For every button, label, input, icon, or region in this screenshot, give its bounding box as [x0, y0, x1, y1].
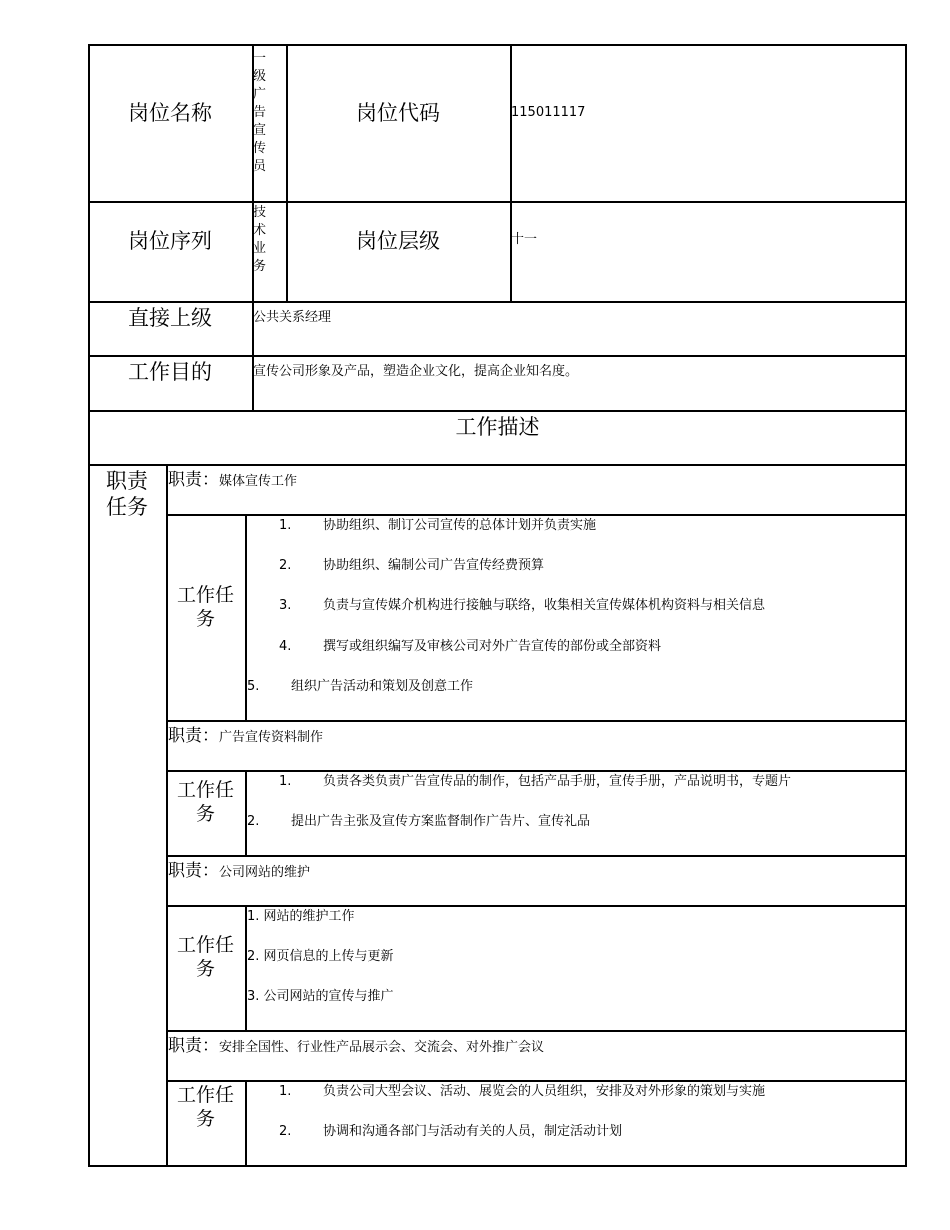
task-text: 网站的维护工作 — [263, 909, 355, 924]
task-label — [166, 1083, 245, 1131]
task-label-line1: 工作任 — [176, 934, 234, 956]
post-level-value: 十一 — [511, 232, 538, 247]
task-item — [247, 678, 473, 696]
responsibility-text: 广告宣传资料制作 — [219, 730, 324, 745]
purpose-label: 工作目的 — [128, 360, 212, 384]
superior-label: 直接上级 — [128, 306, 212, 330]
row-divider — [88, 201, 907, 203]
task-text: 协助组织、编制公司广告宣传经费预算 — [323, 558, 545, 573]
post-sequence-label: 岗位序列 — [128, 229, 212, 253]
responsibility-prefix: 职责： — [168, 1036, 219, 1056]
row-divider — [88, 301, 907, 303]
post-name-value: 一级广告宣传员 — [253, 51, 267, 174]
responsibility-prefix: 职责： — [168, 861, 219, 881]
task-number: 3. — [247, 989, 260, 1004]
task-text: 组织广告活动和策划及创意工作 — [291, 679, 474, 694]
row-divider — [166, 720, 907, 722]
responsibility-text: 安排全国性、行业性产品展示会、交流会、对外推广会议 — [219, 1040, 545, 1055]
task-item — [279, 638, 661, 656]
task-label — [166, 933, 245, 981]
task-number: 3. — [279, 598, 292, 613]
task-label-line2: 务 — [195, 803, 215, 825]
responsibility-row — [168, 725, 323, 749]
task-label-line2: 务 — [195, 1108, 215, 1130]
task-item — [279, 557, 544, 575]
row-divider — [88, 355, 907, 357]
task-number: 2. — [279, 1124, 292, 1139]
task-label — [166, 778, 245, 826]
duties-label-line2: 任务 — [106, 495, 148, 519]
task-item — [247, 988, 394, 1006]
task-item — [279, 773, 791, 791]
responsibility-prefix: 职责： — [168, 470, 219, 490]
row-divider — [166, 905, 907, 907]
post-sequence-value: 技术业务 — [253, 205, 267, 274]
task-text: 负责各类负责广告宣传品的制作，包括产品手册，宣传手册，产品说明书，专题片 — [323, 774, 792, 789]
task-number: 2. — [247, 814, 260, 829]
task-item — [247, 948, 394, 966]
table-border-top — [88, 44, 907, 46]
responsibility-row — [168, 1035, 544, 1059]
description-title: 工作描述 — [455, 415, 540, 439]
task-item — [279, 1083, 765, 1101]
task-number: 2. — [279, 558, 292, 573]
task-text: 撰写或组织编写及审核公司对外广告宣传的部份或全部资料 — [323, 639, 662, 654]
row-divider — [88, 464, 907, 466]
task-label-line2: 务 — [195, 958, 215, 980]
post-code-value: 115011117 — [511, 105, 586, 120]
col-divider — [510, 44, 512, 302]
task-number: 1. — [279, 1084, 292, 1099]
purpose-value: 宣传公司形象及产品，塑造企业文化，提高企业知名度。 — [253, 364, 579, 379]
col-divider — [286, 44, 288, 302]
row-divider — [166, 1030, 907, 1032]
task-item — [279, 1123, 622, 1141]
task-number: 4. — [279, 639, 292, 654]
task-label-line1: 工作任 — [176, 584, 234, 606]
post-name-label: 岗位名称 — [128, 101, 212, 125]
post-level-label: 岗位层级 — [356, 229, 440, 253]
col-divider — [245, 1080, 247, 1166]
responsibility-text: 公司网站的维护 — [219, 865, 311, 880]
task-label-line1: 工作任 — [176, 779, 234, 801]
duties-label — [88, 468, 166, 520]
task-text: 负责公司大型会议、活动、展览会的人员组织，安排及对外形象的策划与实施 — [323, 1084, 766, 1099]
task-text: 协调和沟通各部门与活动有关的人员，制定活动计划 — [323, 1124, 623, 1139]
task-label-line1: 工作任 — [176, 1084, 234, 1106]
task-item — [247, 908, 355, 926]
responsibility-row — [168, 860, 310, 884]
task-item — [279, 517, 596, 535]
task-item — [247, 813, 590, 831]
row-divider — [166, 1080, 907, 1082]
task-number: 1. — [279, 518, 292, 533]
task-text: 公司网站的宣传与推广 — [263, 989, 394, 1004]
table-border-bottom — [88, 1165, 907, 1167]
post-code-label: 岗位代码 — [356, 101, 440, 125]
task-item — [279, 597, 765, 615]
task-text: 网页信息的上传与更新 — [263, 949, 394, 964]
task-number: 1. — [247, 909, 260, 924]
task-number: 1. — [279, 774, 292, 789]
task-text: 协助组织、制订公司宣传的总体计划并负责实施 — [323, 518, 597, 533]
task-text: 负责与宣传媒介机构进行接触与联络，收集相关宣传媒体机构资料与相关信息 — [323, 598, 766, 613]
task-number: 5. — [247, 679, 260, 694]
task-number: 2. — [247, 949, 260, 964]
responsibility-text: 媒体宣传工作 — [219, 474, 298, 489]
table-border-left — [88, 44, 90, 1166]
task-label-line2: 务 — [195, 608, 215, 630]
row-divider — [88, 410, 907, 412]
responsibility-prefix: 职责： — [168, 726, 219, 746]
row-divider — [166, 855, 907, 857]
row-divider — [166, 514, 907, 516]
task-label — [166, 583, 245, 631]
table-border-right — [905, 44, 907, 1166]
responsibility-row — [168, 469, 297, 493]
task-text: 提出广告主张及宣传方案监督制作广告片、宣传礼品 — [291, 814, 591, 829]
superior-value: 公共关系经理 — [253, 310, 332, 325]
row-divider — [166, 770, 907, 772]
duties-label-line1: 职责 — [106, 469, 148, 493]
